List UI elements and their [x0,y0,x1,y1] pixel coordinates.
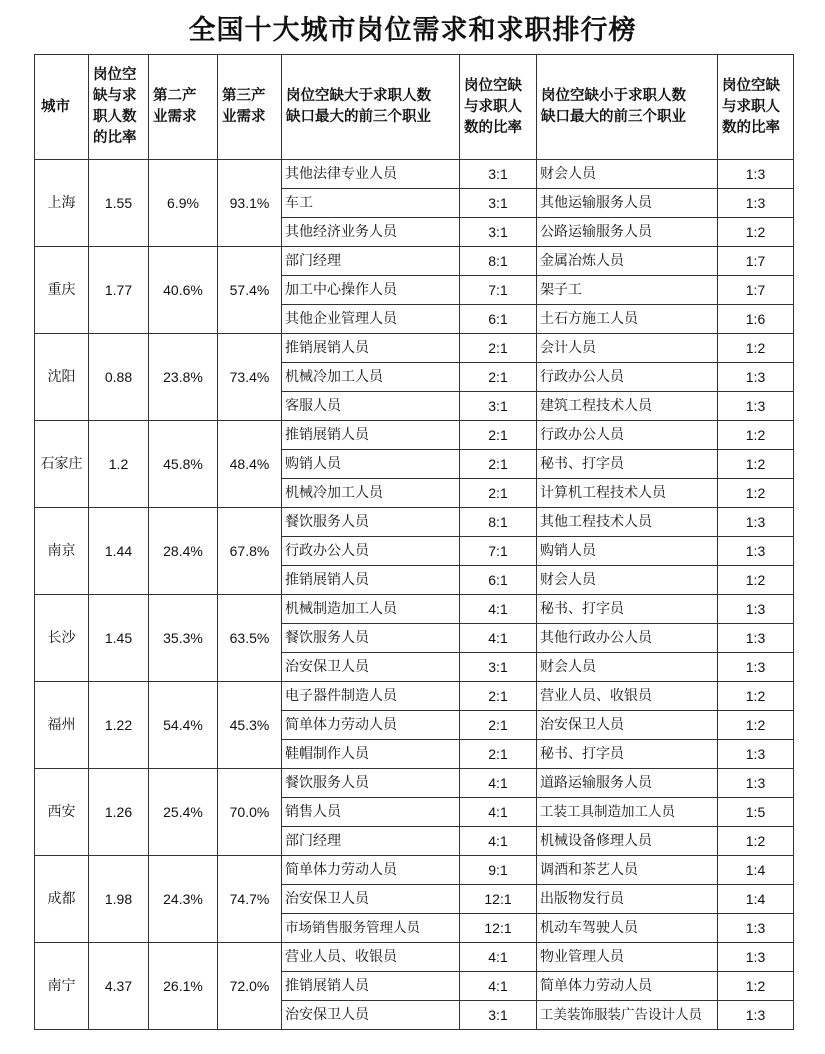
surplus-job: 出版物发行员 [537,885,718,914]
surplus-ratio: 1:3 [718,769,794,798]
header-surplus-line: 缺口最大的前三个职业 [541,109,686,125]
surplus-job: 秘书、打字员 [537,450,718,479]
surplus-job: 其他工程技术人员 [537,508,718,537]
shortage-ratio: 4:1 [460,624,537,653]
city-ratio: 1.55 [89,160,149,247]
surplus-ratio: 1:2 [718,479,794,508]
surplus-ratio: 1:7 [718,276,794,305]
city-name: 长沙 [35,595,89,682]
header-ratio-line: 岗位空 [93,67,137,83]
tertiary-demand: 74.7% [218,856,282,943]
surplus-ratio: 1:3 [718,537,794,566]
secondary-demand: 40.6% [149,247,218,334]
shortage-ratio: 2:1 [460,740,537,769]
surplus-ratio: 1:3 [718,392,794,421]
surplus-job: 土石方施工人员 [537,305,718,334]
shortage-ratio: 9:1 [460,856,537,885]
secondary-demand: 28.4% [149,508,218,595]
surplus-job: 机动车驾驶人员 [537,914,718,943]
surplus-ratio: 1:2 [718,421,794,450]
surplus-ratio: 1:2 [718,711,794,740]
header-shortage [282,55,460,160]
secondary-demand: 26.1% [149,943,218,1030]
header-ratio-line: 的比率 [93,130,137,146]
shortage-job: 餐饮服务人员 [282,508,460,537]
city-name: 石家庄 [35,421,89,508]
shortage-job: 鞋帽制作人员 [282,740,460,769]
tertiary-demand: 48.4% [218,421,282,508]
shortage-job: 推销展销人员 [282,566,460,595]
shortage-job: 简单体力劳动人员 [282,856,460,885]
table-row [35,508,794,537]
surplus-ratio: 1:5 [718,798,794,827]
city-name: 南宁 [35,943,89,1030]
city-ratio: 4.37 [89,943,149,1030]
city-name: 福州 [35,682,89,769]
tertiary-demand: 93.1% [218,160,282,247]
surplus-ratio: 1:4 [718,885,794,914]
shortage-ratio: 3:1 [460,189,537,218]
surplus-job: 调酒和茶艺人员 [537,856,718,885]
surplus-ratio: 1:3 [718,160,794,189]
city-ratio: 1.98 [89,856,149,943]
shortage-job: 推销展销人员 [282,334,460,363]
secondary-demand: 45.8% [149,421,218,508]
secondary-demand: 54.4% [149,682,218,769]
city-ratio: 1.26 [89,769,149,856]
shortage-ratio: 4:1 [460,943,537,972]
surplus-job: 治安保卫人员 [537,711,718,740]
surplus-ratio: 1:2 [718,334,794,363]
tertiary-demand: 73.4% [218,334,282,421]
shortage-job: 车工 [282,189,460,218]
shortage-ratio: 8:1 [460,247,537,276]
surplus-ratio: 1:3 [718,943,794,972]
surplus-job: 道路运输服务人员 [537,769,718,798]
header-ratio-line: 职人数 [93,109,137,125]
shortage-ratio: 7:1 [460,276,537,305]
shortage-ratio: 2:1 [460,334,537,363]
shortage-job: 行政办公人员 [282,537,460,566]
shortage-job: 推销展销人员 [282,421,460,450]
city-name: 成都 [35,856,89,943]
header-shortage-line: 缺口最大的前三个职业 [286,109,431,125]
surplus-ratio: 1:3 [718,595,794,624]
header-ratio [89,55,149,160]
surplus-job: 物业管理人员 [537,943,718,972]
city-name: 沈阳 [35,334,89,421]
shortage-job: 其他企业管理人员 [282,305,460,334]
surplus-ratio: 1:4 [718,856,794,885]
shortage-job: 餐饮服务人员 [282,769,460,798]
table-row [35,682,794,711]
secondary-demand: 23.8% [149,334,218,421]
header-secondary-line: 业需求 [153,109,197,125]
ranking-table [34,54,794,1030]
city-ratio: 1.77 [89,247,149,334]
table-row [35,334,794,363]
shortage-ratio: 4:1 [460,798,537,827]
shortage-job: 营业人员、收银员 [282,943,460,972]
header-surplus-ratio [718,55,794,160]
header-surplus-ratio-line: 与求职人 [722,98,780,115]
shortage-job: 其他经济业务人员 [282,218,460,247]
surplus-job: 建筑工程技术人员 [537,392,718,421]
tertiary-demand: 57.4% [218,247,282,334]
shortage-job: 机械冷加工人员 [282,363,460,392]
surplus-job: 其他行政办公人员 [537,624,718,653]
table-row [35,595,794,624]
city-name: 上海 [35,160,89,247]
surplus-ratio: 1:2 [718,682,794,711]
shortage-ratio: 2:1 [460,711,537,740]
surplus-ratio: 1:2 [718,218,794,247]
shortage-job: 加工中心操作人员 [282,276,460,305]
table-row [35,943,794,972]
shortage-ratio: 2:1 [460,421,537,450]
surplus-ratio: 1:7 [718,247,794,276]
shortage-ratio: 2:1 [460,682,537,711]
shortage-job: 部门经理 [282,827,460,856]
shortage-job: 客服人员 [282,392,460,421]
shortage-ratio: 6:1 [460,566,537,595]
surplus-job: 金属冶炼人员 [537,247,718,276]
shortage-ratio: 3:1 [460,1001,537,1030]
surplus-ratio: 1:6 [718,305,794,334]
surplus-job: 财会人员 [537,160,718,189]
city-ratio: 1.45 [89,595,149,682]
header-surplus-ratio-line: 岗位空缺 [722,77,780,94]
table-row [35,769,794,798]
shortage-job: 治安保卫人员 [282,1001,460,1030]
shortage-job: 购销人员 [282,450,460,479]
shortage-job: 市场销售服务管理人员 [282,914,460,943]
city-name: 南京 [35,508,89,595]
shortage-job: 治安保卫人员 [282,653,460,682]
surplus-ratio: 1:3 [718,1001,794,1030]
city-ratio: 1.22 [89,682,149,769]
surplus-job: 公路运输服务人员 [537,218,718,247]
header-secondary-line: 第二产 [153,88,197,104]
shortage-ratio: 12:1 [460,914,537,943]
surplus-ratio: 1:3 [718,914,794,943]
header-secondary [149,55,218,160]
surplus-ratio: 1:2 [718,972,794,1001]
surplus-job: 行政办公人员 [537,421,718,450]
surplus-job: 秘书、打字员 [537,595,718,624]
surplus-ratio: 1:3 [718,508,794,537]
secondary-demand: 35.3% [149,595,218,682]
shortage-ratio: 2:1 [460,450,537,479]
shortage-ratio: 4:1 [460,827,537,856]
surplus-ratio: 1:3 [718,653,794,682]
city-name: 重庆 [35,247,89,334]
surplus-ratio: 1:2 [718,450,794,479]
surplus-ratio: 1:2 [718,566,794,595]
secondary-demand: 25.4% [149,769,218,856]
shortage-ratio: 4:1 [460,595,537,624]
header-city: 城市 [35,55,89,160]
surplus-job: 行政办公人员 [537,363,718,392]
shortage-ratio: 4:1 [460,769,537,798]
tertiary-demand: 63.5% [218,595,282,682]
surplus-ratio: 1:3 [718,363,794,392]
surplus-job: 营业人员、收银员 [537,682,718,711]
surplus-ratio: 1:2 [718,827,794,856]
shortage-job: 销售人员 [282,798,460,827]
header-shortage-ratio-line: 岗位空缺 [464,77,522,94]
surplus-job: 机械设备修理人员 [537,827,718,856]
tertiary-demand: 70.0% [218,769,282,856]
header-surplus [537,55,718,160]
header-shortage-line: 岗位空缺大于求职人数 [286,88,431,104]
surplus-job: 工装工具制造加工人员 [537,798,718,827]
surplus-job: 其他运输服务人员 [537,189,718,218]
shortage-job: 部门经理 [282,247,460,276]
shortage-job: 其他法律专业人员 [282,160,460,189]
shortage-ratio: 2:1 [460,363,537,392]
city-name: 西安 [35,769,89,856]
city-ratio: 1.44 [89,508,149,595]
surplus-job: 购销人员 [537,537,718,566]
table-row [35,247,794,276]
header-tertiary-line: 业需求 [222,109,266,125]
shortage-ratio: 3:1 [460,653,537,682]
header-ratio-line: 缺与求 [93,88,137,104]
header-row [35,55,794,160]
tertiary-demand: 72.0% [218,943,282,1030]
shortage-job: 推销展销人员 [282,972,460,1001]
surplus-job: 秘书、打字员 [537,740,718,769]
tertiary-demand: 67.8% [218,508,282,595]
secondary-demand: 24.3% [149,856,218,943]
shortage-ratio: 3:1 [460,218,537,247]
surplus-job: 架子工 [537,276,718,305]
header-surplus-ratio-line: 数的比率 [722,119,780,136]
table-body [35,160,794,1030]
shortage-ratio: 2:1 [460,479,537,508]
surplus-ratio: 1:3 [718,189,794,218]
header-surplus-line: 岗位空缺小于求职人数 [541,88,686,104]
surplus-job: 工美装饰服装广告设计人员 [537,1001,718,1030]
shortage-ratio: 4:1 [460,972,537,1001]
shortage-ratio: 7:1 [460,537,537,566]
surplus-job: 会计人员 [537,334,718,363]
header-shortage-ratio-line: 数的比率 [464,119,522,136]
shortage-ratio: 6:1 [460,305,537,334]
shortage-job: 简单体力劳动人员 [282,711,460,740]
surplus-job: 财会人员 [537,653,718,682]
city-ratio: 1.2 [89,421,149,508]
shortage-job: 电子器件制造人员 [282,682,460,711]
shortage-job: 治安保卫人员 [282,885,460,914]
surplus-job: 计算机工程技术人员 [537,479,718,508]
shortage-ratio: 12:1 [460,885,537,914]
secondary-demand: 6.9% [149,160,218,247]
surplus-ratio: 1:3 [718,740,794,769]
shortage-ratio: 3:1 [460,160,537,189]
header-shortage-ratio-line: 与求职人 [464,98,522,115]
table-row [35,856,794,885]
tertiary-demand: 45.3% [218,682,282,769]
table-row [35,160,794,189]
city-ratio: 0.88 [89,334,149,421]
surplus-ratio: 1:3 [718,624,794,653]
shortage-ratio: 8:1 [460,508,537,537]
header-shortage-ratio [460,55,537,160]
shortage-job: 机械冷加工人员 [282,479,460,508]
surplus-job: 简单体力劳动人员 [537,972,718,1001]
shortage-job: 机械制造加工人员 [282,595,460,624]
shortage-ratio: 3:1 [460,392,537,421]
table-row [35,421,794,450]
header-tertiary [218,55,282,160]
header-tertiary-line: 第三产 [222,88,266,104]
shortage-job: 餐饮服务人员 [282,624,460,653]
page-title: 全国十大城市岗位需求和求职排行榜 [188,15,637,46]
surplus-job: 财会人员 [537,566,718,595]
